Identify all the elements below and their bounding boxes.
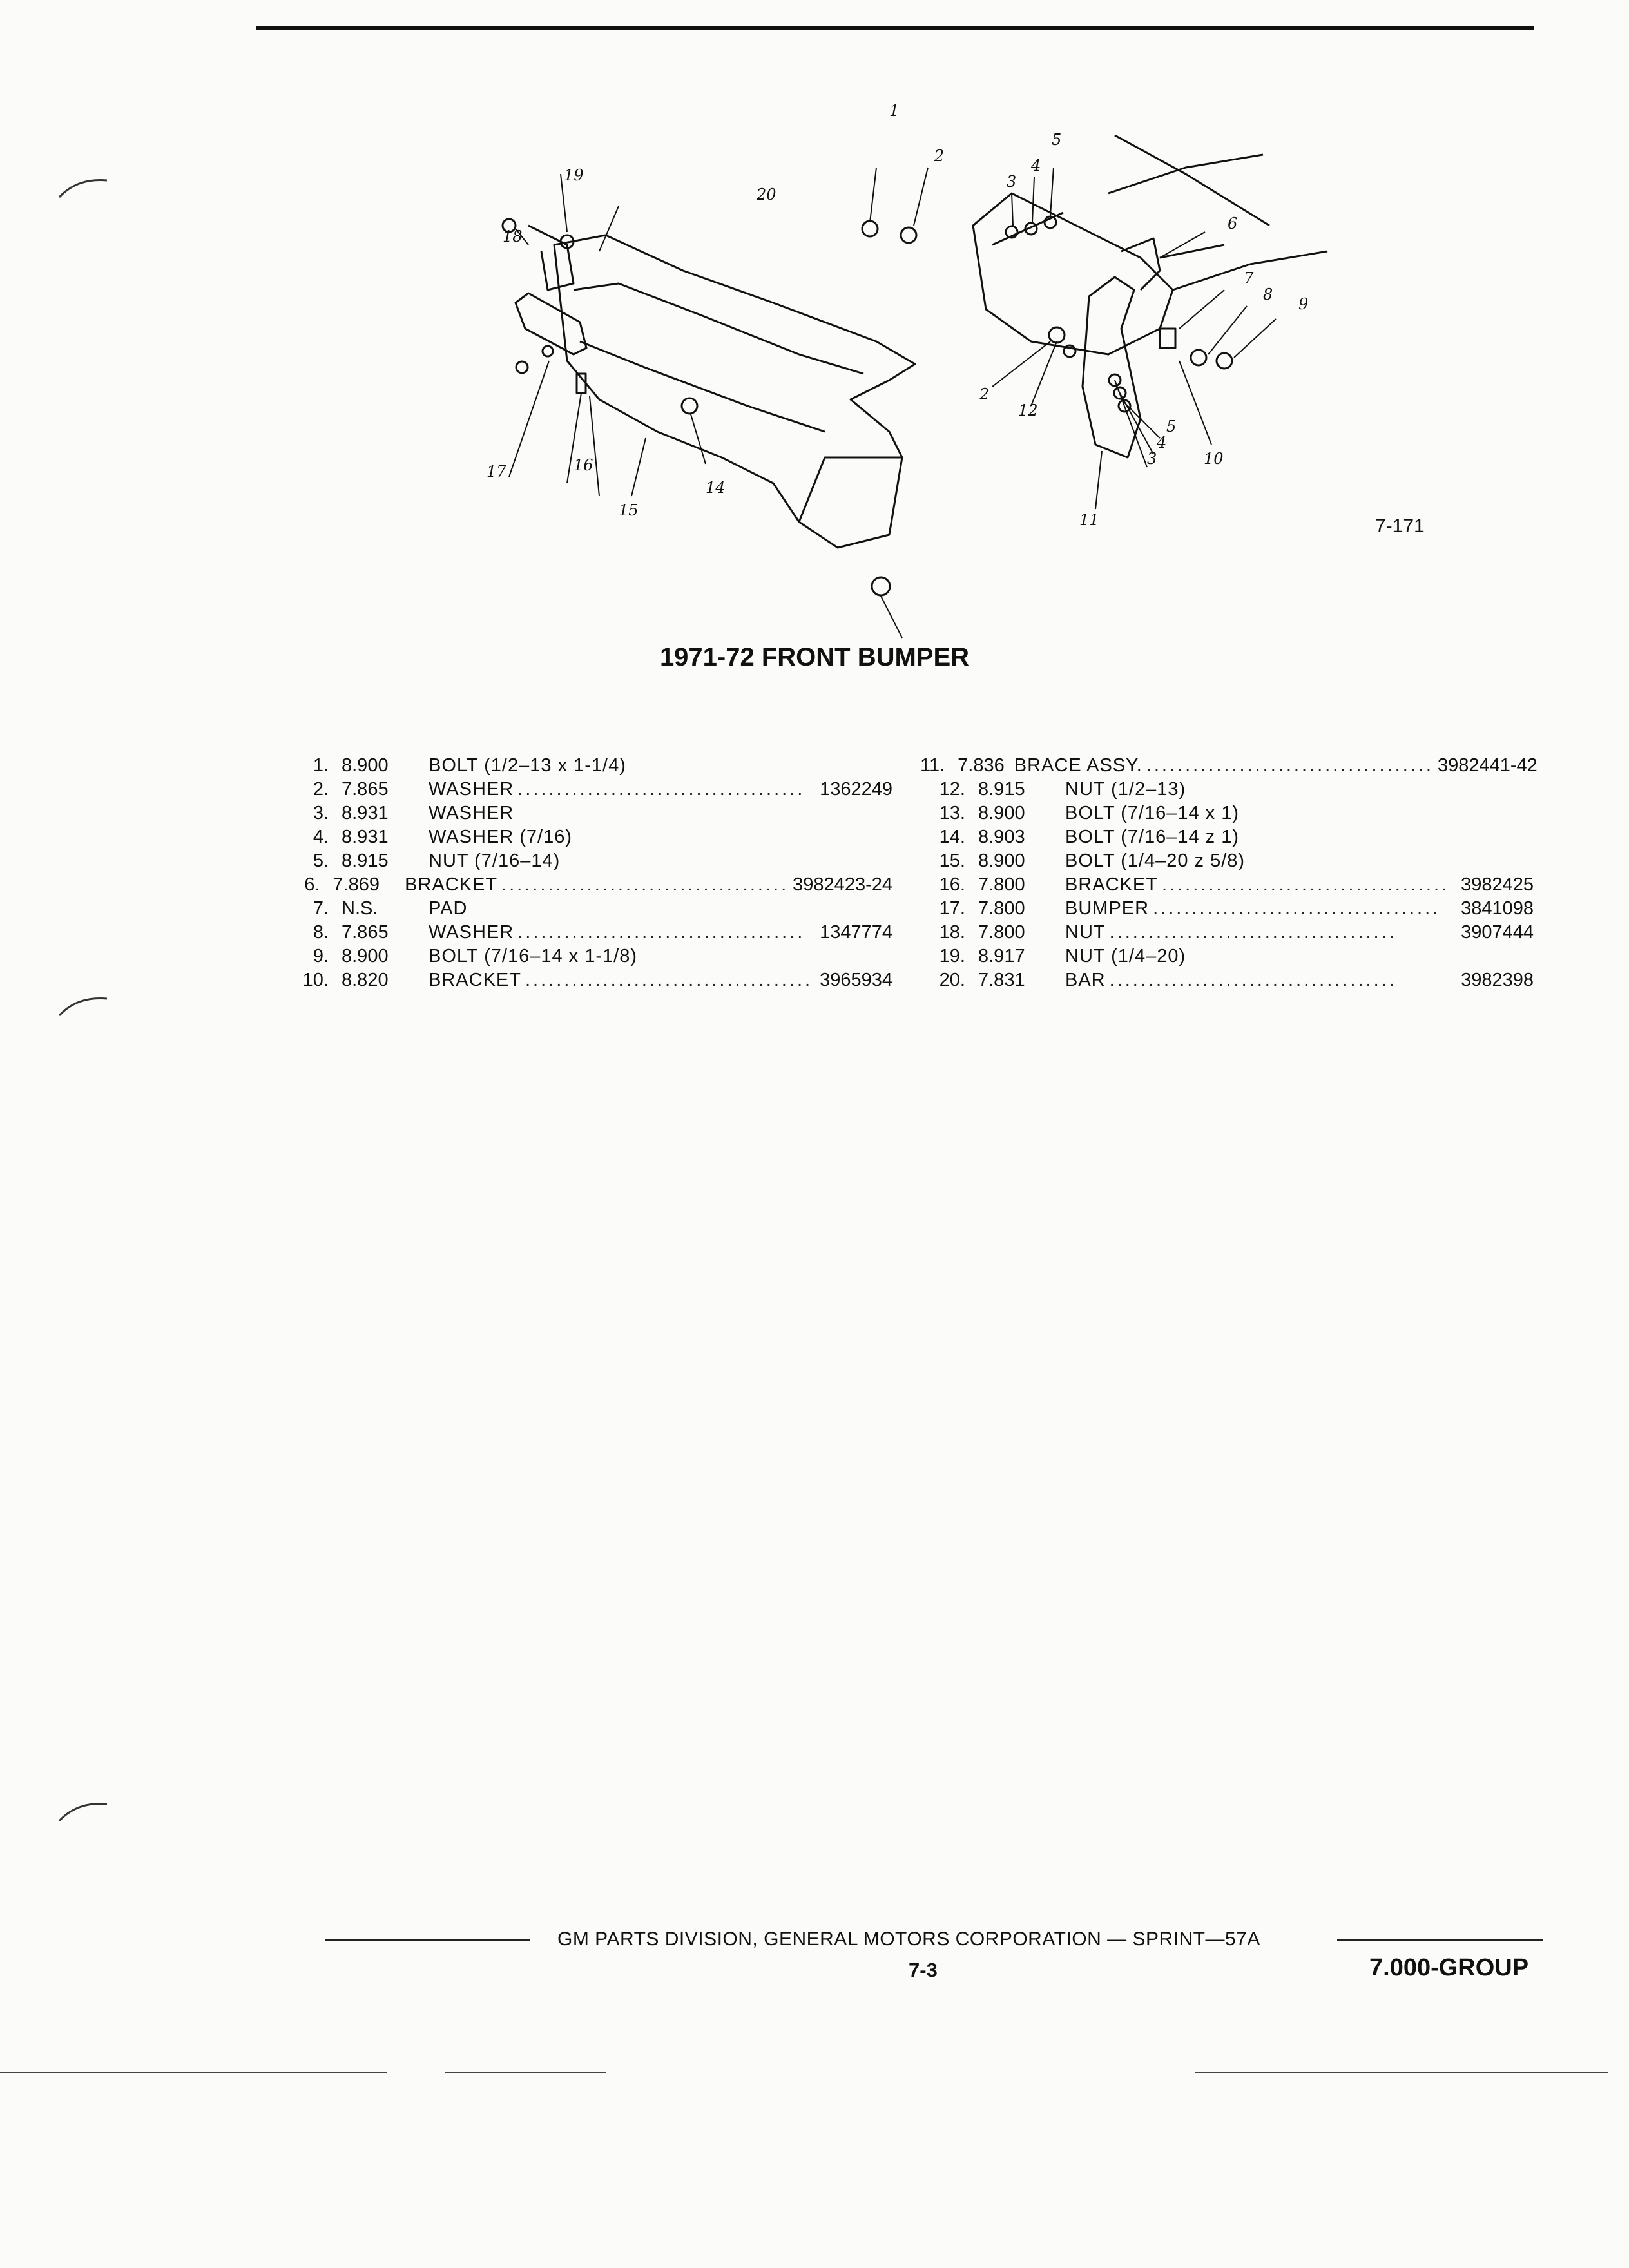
parts-list-right [920, 754, 1537, 992]
leader-dots: ..................................... [1109, 922, 1397, 943]
svg-text:14: 14 [706, 479, 726, 497]
svg-text:4: 4 [1157, 434, 1167, 452]
svg-text:3: 3 [1007, 173, 1017, 191]
parts-row [920, 921, 1534, 945]
parts-row [284, 754, 892, 778]
svg-text:4: 4 [1031, 157, 1041, 175]
footer-publisher: GM PARTS DIVISION, GENERAL MOTORS CORPORATION — SPRINT—57A [557, 1928, 1260, 1950]
part-number: 3965934 [820, 970, 892, 990]
parts-row [284, 778, 892, 802]
svg-text:19: 19 [564, 166, 584, 184]
part-description: NUT [1065, 922, 1106, 943]
leader-dots: ..................................... [517, 922, 805, 943]
svg-text:16: 16 [574, 456, 593, 474]
item-number: 2. [313, 779, 329, 800]
group-code: 8.900 [342, 755, 389, 776]
item-number: 15. [939, 850, 965, 871]
item-number: 13. [939, 803, 965, 823]
parts-row [920, 897, 1534, 921]
parts-row [920, 802, 1534, 825]
group-code: 7.865 [342, 922, 389, 943]
part-description: BOLT (7/16–14 z 1) [1065, 827, 1240, 847]
group-code: 7.836 [958, 755, 1005, 776]
group-code: 7.800 [978, 922, 1025, 943]
footer-rule-left [325, 1939, 530, 1941]
group-code: 8.915 [342, 850, 389, 871]
svg-text:11: 11 [1079, 511, 1099, 529]
part-number: 1362249 [820, 779, 892, 800]
parts-row [284, 897, 892, 921]
parts-row [284, 873, 892, 897]
parts-row [920, 873, 1534, 897]
svg-text:5: 5 [1166, 418, 1177, 436]
parts-list-left [284, 754, 892, 992]
group-code: 7.800 [978, 874, 1025, 895]
part-number: 3982398 [1461, 970, 1534, 990]
svg-text:18: 18 [503, 227, 523, 245]
part-number: 3841098 [1461, 898, 1534, 919]
svg-text:9: 9 [1298, 295, 1309, 313]
svg-text:2: 2 [934, 147, 945, 165]
item-number: 16. [939, 874, 965, 895]
leader-dots: ..................................... [517, 779, 805, 800]
figure-title: 1971-72 FRONT BUMPER [659, 643, 970, 671]
figure-id: 7-171 [1375, 515, 1425, 537]
item-number: 8. [313, 922, 329, 943]
group-number: 7.000-GROUP [1369, 1954, 1529, 1981]
item-number: 14. [939, 827, 965, 847]
svg-text:2: 2 [979, 385, 990, 403]
item-number: 7. [313, 898, 329, 919]
group-code: 7.800 [978, 898, 1025, 919]
top-rule [256, 26, 1534, 30]
group-code: 8.903 [978, 827, 1025, 847]
leader-dots: ..................................... [1146, 755, 1434, 776]
svg-text:12: 12 [1018, 401, 1038, 419]
svg-text:5: 5 [1052, 131, 1062, 149]
item-number: 19. [939, 946, 965, 966]
svg-text:7: 7 [1244, 269, 1254, 287]
group-code: 8.917 [978, 946, 1025, 966]
part-description: PAD [429, 898, 468, 919]
leader-dots: ..................................... [525, 970, 813, 990]
part-description: BOLT (1/4–20 z 5/8) [1065, 850, 1246, 871]
group-code: 8.900 [978, 850, 1025, 871]
item-number: 11. [920, 755, 945, 776]
group-code: 7.831 [978, 970, 1025, 990]
svg-text:20: 20 [757, 186, 776, 204]
svg-text:15: 15 [619, 501, 639, 519]
bottom-rule-mid [445, 2072, 606, 2073]
item-number: 20. [939, 970, 965, 990]
parts-row [920, 825, 1534, 849]
leader-dots: ..................................... [501, 874, 789, 895]
part-description: BUMPER [1065, 898, 1150, 919]
leader-dots: ..................................... [1109, 970, 1397, 990]
part-number: 3907444 [1461, 922, 1534, 943]
item-number: 12. [939, 779, 965, 800]
item-number: 5. [313, 850, 329, 871]
group-code: 8.900 [978, 803, 1025, 823]
item-number: 17. [939, 898, 965, 919]
parts-row [284, 825, 892, 849]
svg-text:1: 1 [889, 102, 900, 120]
part-description: WASHER [429, 779, 514, 800]
group-code: 8.931 [342, 827, 389, 847]
parts-row [920, 849, 1534, 873]
group-code: 8.915 [978, 779, 1025, 800]
part-description: BOLT (7/16–14 x 1) [1065, 803, 1240, 823]
parts-row [284, 802, 892, 825]
part-description: BOLT (1/2–13 x 1-1/4) [429, 755, 626, 776]
svg-text:10: 10 [1204, 450, 1224, 468]
group-code: 8.931 [342, 803, 389, 823]
part-description: WASHER [429, 922, 514, 943]
part-description: BAR [1065, 970, 1106, 990]
part-number: 1347774 [820, 922, 892, 943]
group-code: 8.900 [342, 946, 389, 966]
svg-text:8: 8 [1263, 285, 1273, 303]
item-number: 1. [313, 755, 329, 776]
punch-hole-mark [58, 174, 110, 200]
front-bumper-diagram [412, 97, 1340, 651]
part-number: 3982441-42 [1437, 755, 1537, 776]
item-number: 6. [304, 874, 320, 895]
group-code: 8.820 [342, 970, 389, 990]
footer-rule-right [1337, 1939, 1543, 1941]
part-description: BOLT (7/16–14 x 1-1/8) [429, 946, 637, 966]
part-description: WASHER (7/16) [429, 827, 573, 847]
part-description: WASHER [429, 803, 514, 823]
parts-row [920, 754, 1537, 778]
item-number: 10. [302, 970, 329, 990]
part-description: NUT (1/2–13) [1065, 779, 1186, 800]
part-description: NUT (1/4–20) [1065, 946, 1186, 966]
item-number: 4. [313, 827, 329, 847]
item-number: 18. [939, 922, 965, 943]
parts-row [284, 968, 892, 992]
svg-text:17: 17 [487, 463, 506, 481]
parts-row [920, 945, 1534, 968]
part-description: BRACKET [1065, 874, 1158, 895]
part-description: BRACKET [429, 970, 521, 990]
parts-row [920, 968, 1534, 992]
svg-text:6: 6 [1228, 215, 1238, 233]
bottom-rule-left [0, 2072, 387, 2073]
item-number: 3. [313, 803, 329, 823]
leader-dots: ..................................... [1153, 898, 1441, 919]
leader-dots: ..................................... [1161, 874, 1450, 895]
parts-row [284, 849, 892, 873]
parts-row [284, 921, 892, 945]
svg-text:3: 3 [1147, 450, 1157, 468]
item-number: 9. [313, 946, 329, 966]
punch-hole-mark [58, 1798, 110, 1823]
parts-row [920, 778, 1534, 802]
page-number: 7-3 [909, 1959, 938, 1981]
part-description: BRACE ASSY. [1014, 755, 1142, 776]
part-description: NUT (7/16–14) [429, 850, 561, 871]
parts-row [284, 945, 892, 968]
part-number: 3982423-24 [793, 874, 892, 895]
part-number: 3982425 [1461, 874, 1534, 895]
bottom-rule-right [1195, 2072, 1608, 2073]
group-code: 7.865 [342, 779, 389, 800]
part-description: BRACKET [405, 874, 498, 895]
group-code: 7.869 [333, 874, 380, 895]
punch-hole-mark [58, 992, 110, 1018]
group-code: N.S. [342, 898, 378, 919]
